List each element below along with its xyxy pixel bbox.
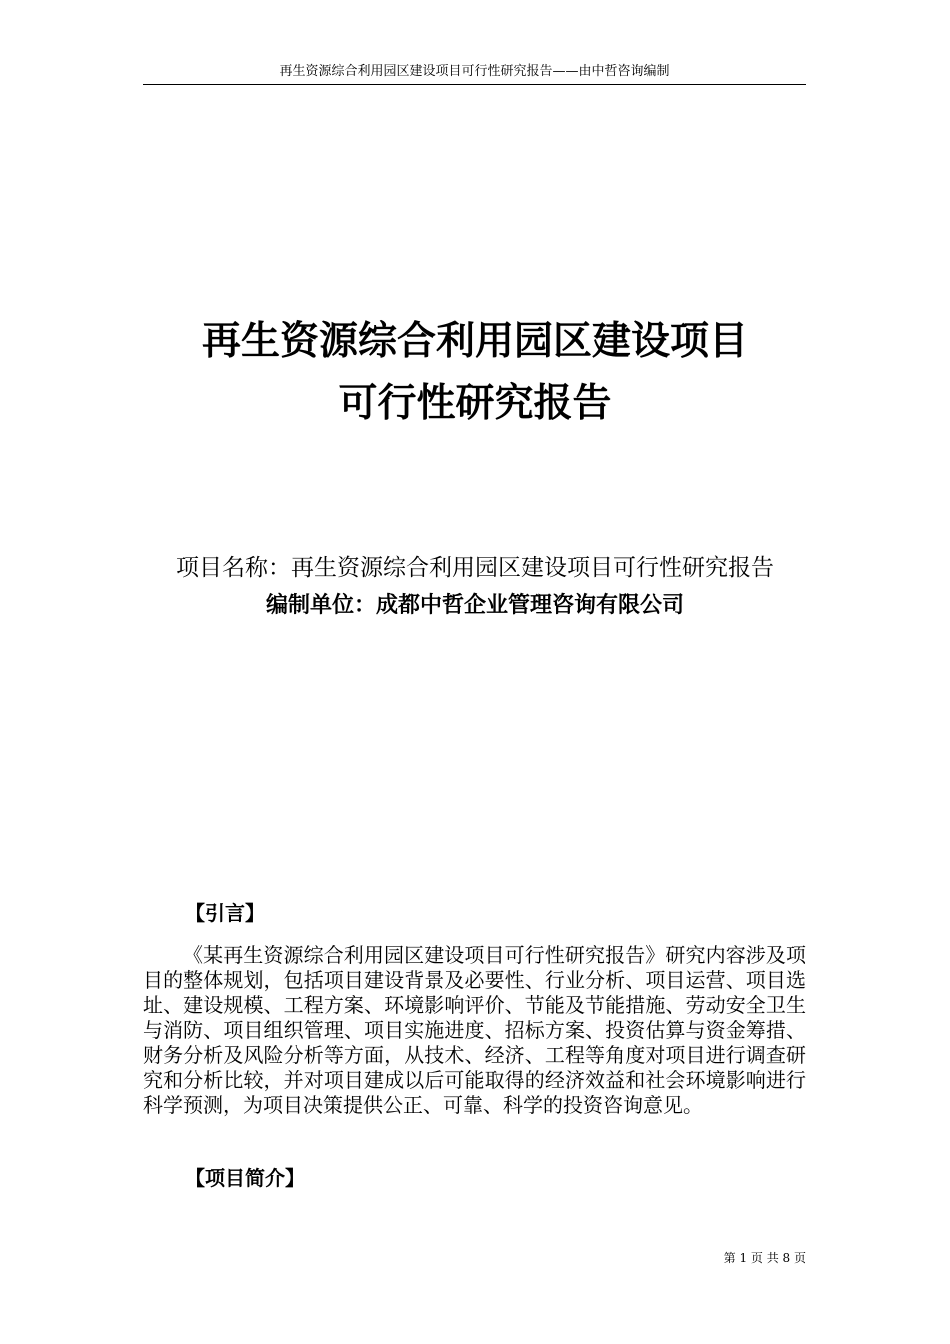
document-title-line-2: 可行性研究报告 xyxy=(338,381,612,426)
project-summary-heading: 【项目简介】 xyxy=(185,1166,305,1190)
compiling-organization: 编制单位：成都中哲企业管理咨询有限公司 xyxy=(265,593,684,618)
document-title-line-1: 再生资源综合利用园区建设项目 xyxy=(201,319,748,364)
intro-paragraph: 《某再生资源综合利用园区建设项目可行性研究报告》研究内容涉及项目的整体规划，包括项目建设背景及必要性、行业分析、项目运营、项目选址、建设规模、工程方案、环境影响评价、节能及节能措施、劳动安全卫生与消防、项目组织管理、项目实施进度、招标方案、投资估算与资金筹措、财务分析及风险分析等方面，从技术、经济、工程等角度对项目进行调查研究和分析比较，并对项目建成以后可能取得的经济效益和社会环境影响进行科学预测，为项目决策提供公正、可靠、科学的投资咨询意见。 xyxy=(143,943,806,1117)
running-header: 再生资源综合利用园区建设项目可行性研究报告——由中哲咨询编制 xyxy=(143,62,806,85)
project-name: 项目名称：再生资源综合利用园区建设项目可行性研究报告 xyxy=(176,555,774,581)
intro-heading: 【引言】 xyxy=(185,901,265,925)
page-number: 第 1 页 共 8 页 xyxy=(723,1251,806,1265)
